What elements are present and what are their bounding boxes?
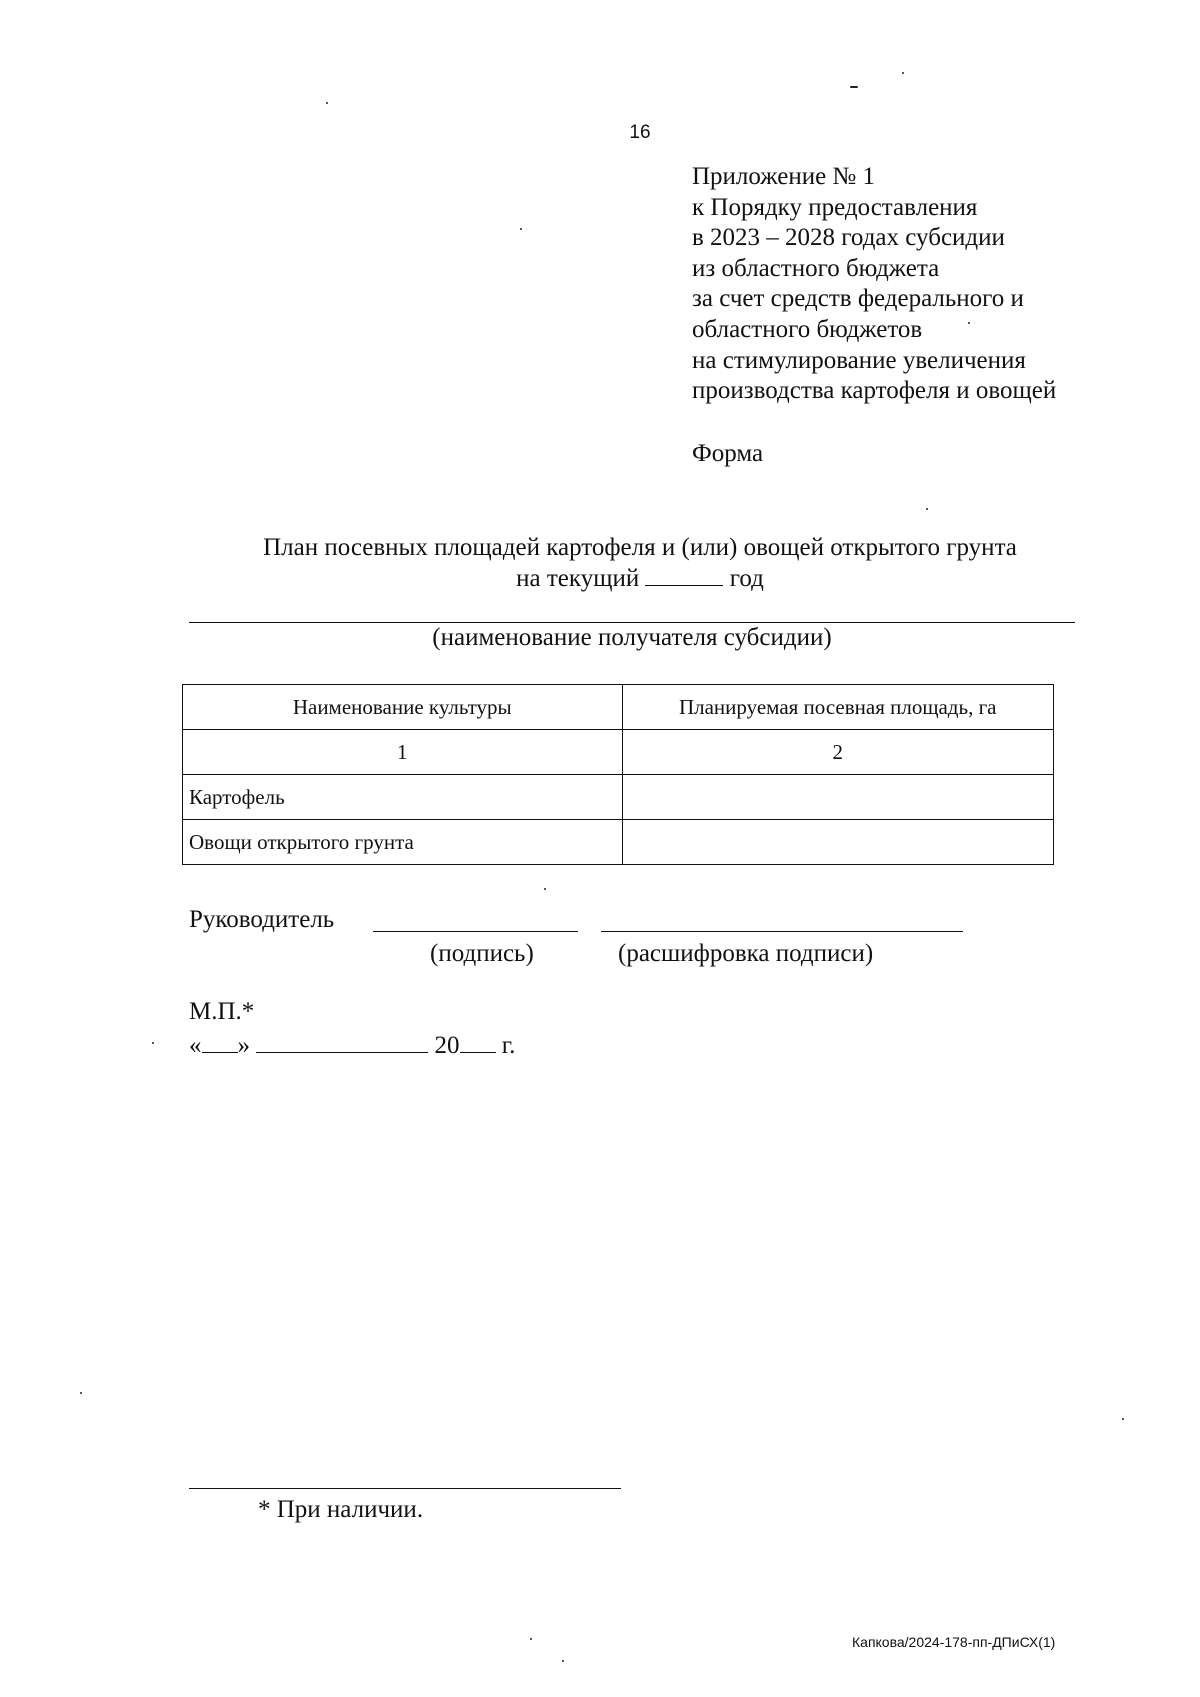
scan-speck [530,1638,532,1640]
appendix-line: производства картофеля и овощей [692,377,1057,405]
title-year-label: год [729,565,764,592]
scan-speck [152,1042,154,1044]
scan-speck [968,322,970,324]
scan-speck [520,228,522,230]
scan-speck [902,72,904,74]
recipient-caption: (наименование получателя субсидии) [432,624,832,651]
signature-decoding-line[interactable] [601,931,963,932]
date-day-blank[interactable] [202,1030,238,1053]
crop-name-cell: Картофель [183,775,623,820]
date-year-suffix: г. [501,1032,516,1059]
document-code: Капкова/2024-178-пп-ДПиСХ(1) [852,1634,1056,1650]
scan-speck [562,1660,564,1662]
appendix-line: на стимулирование увеличения [692,346,1026,374]
scan-speck [326,102,328,104]
column-header-crop: Наименование культуры [183,685,623,730]
sowing-plan-table [182,684,1054,865]
footnote: * При наличии. [258,1496,424,1523]
column-number: 2 [622,730,1054,775]
date-open-quote: « [189,1032,202,1059]
title-line-2 [180,563,1100,594]
date-close-quote: » [237,1032,250,1059]
title-line-1: План посевных площадей картофеля и (или) овощей открытого грунта [263,534,1017,561]
signature-line[interactable] [373,931,578,932]
appendix-line: из областного бюджета [692,254,940,282]
form-label: Форма [692,440,764,467]
appendix-line: за счет средств федерального и [692,285,1024,313]
crop-name-cell: Овощи открытого грунта [183,820,623,865]
appendix-line: областного бюджетов [692,315,923,343]
area-input-cell[interactable] [622,775,1054,820]
head-label: Руководитель [189,906,335,933]
table-row [183,775,1054,820]
table-row [183,820,1054,865]
table-number-row [183,730,1054,775]
signature-decoding-caption: (расшифровка подписи) [618,940,874,967]
scan-speck [80,1392,82,1394]
year-blank[interactable] [645,563,723,586]
appendix-line: к Порядку предоставления [692,193,978,221]
area-input-cell[interactable] [622,820,1054,865]
footnote-separator [189,1488,621,1489]
table-header-row [183,685,1054,730]
date-century: 20 [434,1032,460,1059]
document-title [180,532,1100,594]
appendix-line: Приложение № 1 [692,163,876,190]
column-header-area: Планируемая посевная площадь, га [622,685,1054,730]
scan-speck [544,888,546,890]
scan-speck [1122,1418,1124,1420]
date-month-blank[interactable] [256,1030,428,1053]
scan-speck [850,86,858,88]
appendix-line: в 2023 – 2028 годах субсидии [692,224,1005,252]
title-current-label: на текущий [516,565,640,592]
column-number: 1 [183,730,623,775]
seal-label: М.П.* [189,998,255,1025]
page-number: 16 [629,122,651,143]
date-row [189,1030,515,1060]
scan-speck [926,508,928,510]
date-year-blank[interactable] [460,1030,496,1053]
signature-caption: (подпись) [430,940,534,967]
recipient-name-line[interactable] [189,622,1075,623]
appendix-reference [692,162,1056,407]
